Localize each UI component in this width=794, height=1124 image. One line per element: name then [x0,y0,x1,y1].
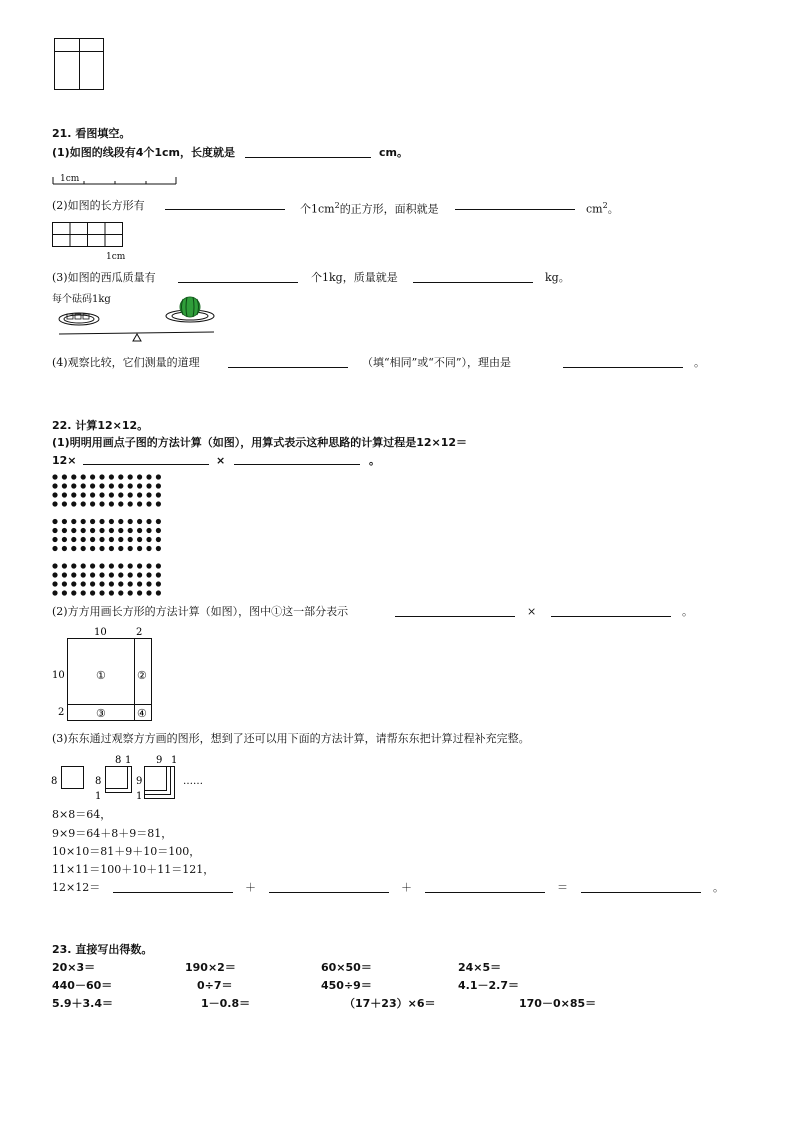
dot [81,581,86,586]
dot [137,546,142,551]
mental-math-item[interactable]: 5.9＋3.4＝ [52,997,113,1010]
dot [71,519,76,524]
dot [109,519,114,524]
equation-2: 9×9＝64＋8＋9＝81， [52,827,173,840]
svg-text:9: 9 [156,755,163,766]
ellipsis: …… [183,776,203,787]
svg-text:8: 8 [51,776,58,787]
mental-math-item[interactable]: 20×3＝ [52,961,96,974]
dot [146,501,151,506]
equation-5-blank-2[interactable] [269,892,389,893]
equation-5-equals: ＝ [557,881,568,894]
dot [128,590,133,595]
dot [52,590,57,595]
equation-5-prefix: 12×12＝ [52,881,101,894]
q21-part3-text-b: 个1kg，质量就是 [311,271,398,284]
dot [128,528,133,533]
q22-part2-blank-1[interactable] [395,616,515,617]
dot [99,474,104,479]
dot [52,519,57,524]
svg-text:8: 8 [115,755,122,766]
dot [146,563,151,568]
q21-title: 21. 看图填空。 [52,127,131,140]
dot [128,537,133,542]
dot [146,492,151,497]
dot [90,572,95,577]
dot [146,528,151,533]
dot [81,590,86,595]
dot [156,501,161,506]
dot [90,546,95,551]
dot [118,563,123,568]
q21-part3-unit: kg。 [545,271,570,284]
q21-part1-answer-blank[interactable] [245,157,371,158]
svg-text:8: 8 [95,776,102,787]
dot [62,537,67,542]
q21-part4-text-a: (4)观察比较，它们测量的道理 [52,356,200,369]
q21-part4-reason-blank[interactable] [563,367,683,368]
dot [52,537,57,542]
equation-5-blank-4[interactable] [581,892,701,893]
dot [62,590,67,595]
equation-3: 10×10＝81＋9＋10＝100， [52,845,201,858]
dot [71,546,76,551]
dot [99,546,104,551]
dot [99,519,104,524]
dot [109,501,114,506]
dot [156,590,161,595]
q22-part1-line2-prefix: 12× [52,454,77,467]
label-top-2: 2 [136,627,143,638]
dot [90,590,95,595]
dot [137,492,142,497]
svg-text:1: 1 [171,755,178,766]
dot [99,483,104,488]
q21-part3-text-a: (3)如图的西瓜质量有 [52,271,156,284]
dot [118,537,123,542]
dot [156,483,161,488]
equation-1: 8×8＝64， [52,808,112,821]
dot [52,581,57,586]
dot [81,546,86,551]
mental-math-item[interactable]: 4.1－2.7＝ [458,979,519,992]
dot [71,537,76,542]
dot [71,474,76,479]
dot [90,474,95,479]
dot [62,572,67,577]
svg-text:1: 1 [95,791,102,802]
dot [81,528,86,533]
dot [99,581,104,586]
rectangle-grid [52,222,124,248]
dot [90,483,95,488]
q22-part1-blank-2[interactable] [234,464,360,465]
dot [156,474,161,479]
dot [128,546,133,551]
q21-part4-same-blank[interactable] [228,367,348,368]
mental-math-item[interactable]: 0÷7＝ [197,979,233,992]
dot [146,590,151,595]
dot [128,519,133,524]
q22-part2-text: (2)方方用画长方形的方法计算（如图），图中①这一部分表示 [52,605,349,618]
dot [62,546,67,551]
dot [128,492,133,497]
dot [81,501,86,506]
table-fragment [54,38,104,90]
dot [52,483,57,488]
q21-part2-count-blank[interactable] [165,209,285,210]
dot [137,519,142,524]
dot [52,474,57,479]
dot [137,563,142,568]
region-3-label: ③ [96,707,106,720]
dot [118,581,123,586]
dot [137,572,142,577]
dot [156,528,161,533]
dot [52,528,57,533]
dot [137,528,142,533]
label-left-10: 10 [52,670,65,681]
dot [71,528,76,533]
label-left-2: 2 [58,707,65,718]
ruler-label: 1cm [60,174,80,184]
equation-5-blank-1[interactable] [113,892,233,893]
svg-text:1: 1 [136,791,143,802]
dot [109,483,114,488]
dot [99,590,104,595]
mental-math-item[interactable]: 440－60＝ [52,979,113,992]
dot [156,537,161,542]
dot [156,563,161,568]
equation-5-plus-2: ＋ [401,881,412,894]
dot [118,528,123,533]
q22-part1-text: (1)明明用画点子图的方法计算（如图），用算式表示这种思路的计算过程是12×12＝ [52,436,468,449]
mental-math-item[interactable]: 170－0×85＝ [519,997,597,1010]
dot [156,581,161,586]
dot [128,572,133,577]
dot [146,546,151,551]
q22-part2-end: 。 [682,605,693,618]
svg-text:1: 1 [125,755,132,766]
dot [156,546,161,551]
dot [137,483,142,488]
mental-math-item[interactable]: 1－0.8＝ [201,997,251,1010]
dot [137,590,142,595]
dot [52,492,57,497]
dot-diagram [52,474,168,596]
q21-part2-text-b: 个$1cm^2$的正方形，面积就是 [300,201,439,216]
dot [90,581,95,586]
dot [81,474,86,479]
mental-math-item[interactable]: 60×50＝ [321,961,372,974]
label-top-10: 10 [94,627,107,638]
dot [137,537,142,542]
dot [62,474,67,479]
q21-part4-end: 。 [694,356,705,369]
dot [90,537,95,542]
dot [90,501,95,506]
q21-part3-mass-blank[interactable] [413,282,533,283]
dot [146,581,151,586]
dot [71,492,76,497]
q22-title: 22. 计算12×12。 [52,419,149,432]
q21-part1-unit: cm。 [379,146,408,159]
dot [109,474,114,479]
dot [62,563,67,568]
dot [99,492,104,497]
dot [99,501,104,506]
equation-5-blank-3[interactable] [425,892,545,893]
dot [52,501,57,506]
dot [146,572,151,577]
dot [118,590,123,595]
dot [109,563,114,568]
q21-part1-text: (1)如图的线段有4个1cm，长度就是 [52,146,235,159]
dot [146,537,151,542]
dot [128,581,133,586]
equation-5-plus-1: ＋ [245,881,256,894]
q22-part3-text: (3)东东通过观察方方画的图形，想到了还可以用下面的方法计算，请帮东东把计算过程补充完整。 [52,732,530,745]
dot [146,474,151,479]
dot [81,483,86,488]
equation-5-end: 。 [713,881,724,894]
dot [81,563,86,568]
dot [109,546,114,551]
dot [99,563,104,568]
dot [62,581,67,586]
dot [71,590,76,595]
dot [62,492,67,497]
dot [81,572,86,577]
dot [71,581,76,586]
dot [118,519,123,524]
dot [71,572,76,577]
dot [146,483,151,488]
dot [90,519,95,524]
dot [146,519,151,524]
dot [99,572,104,577]
dot [90,492,95,497]
dot [109,537,114,542]
dot [62,519,67,524]
q23-title: 23. 直接写出得数。 [52,943,153,956]
dot [156,572,161,577]
dot [118,572,123,577]
dot [109,581,114,586]
growing-squares-diagram [50,752,210,804]
dot [90,528,95,533]
svg-text:9: 9 [136,776,143,787]
dot [90,563,95,568]
q21-part2-text-a: (2)如图的长方形有 [52,199,145,212]
weight-note: 每个砝码1kg [52,294,111,305]
dot [71,483,76,488]
dot [81,519,86,524]
dot [109,590,114,595]
mental-math-item[interactable]: 450÷9＝ [321,979,372,992]
dot [118,546,123,551]
q22-part1-times: × [216,454,226,467]
dot [118,501,123,506]
dot [137,581,142,586]
dot [52,572,57,577]
dot [128,501,133,506]
dot [137,474,142,479]
dot [62,483,67,488]
dot [62,528,67,533]
region-4-label: ④ [137,707,147,720]
equation-4: 11×11＝100＋10＋11＝121， [52,863,215,876]
balance-scale-illustration [56,296,218,344]
dot [52,563,57,568]
dot [109,528,114,533]
area-model-diagram [50,624,160,724]
q21-part3-count-blank[interactable] [178,282,298,283]
dot [118,474,123,479]
dot [109,572,114,577]
dot [109,492,114,497]
dot [118,483,123,488]
dot [128,474,133,479]
dot [118,492,123,497]
mental-math-item[interactable]: （17＋23）×6＝ [344,997,436,1010]
dot [81,492,86,497]
q21-part2-unit: $cm^2$。 [586,201,619,216]
dot [52,546,57,551]
q22-part1-end: 。 [369,454,380,467]
dot [99,528,104,533]
dot [99,537,104,542]
dot [128,483,133,488]
mental-math-item[interactable]: 24×5＝ [458,961,502,974]
q21-part4-text-b: （填“相同”或“不同”），理由是 [362,356,511,369]
q22-part2-times: × [527,605,537,618]
region-2-label: ② [137,669,147,682]
mental-math-item[interactable]: 190×2＝ [185,961,236,974]
dot [128,563,133,568]
dot [156,492,161,497]
q22-part2-blank-2[interactable] [551,616,671,617]
dot [71,563,76,568]
dot [71,501,76,506]
dot [156,519,161,524]
q22-part1-blank-1[interactable] [83,464,209,465]
dot [137,501,142,506]
dot [62,501,67,506]
dot [81,537,86,542]
q21-part2-area-blank[interactable] [455,209,575,210]
region-1-label: ① [96,669,106,682]
grid-unit-label: 1cm [106,252,126,262]
